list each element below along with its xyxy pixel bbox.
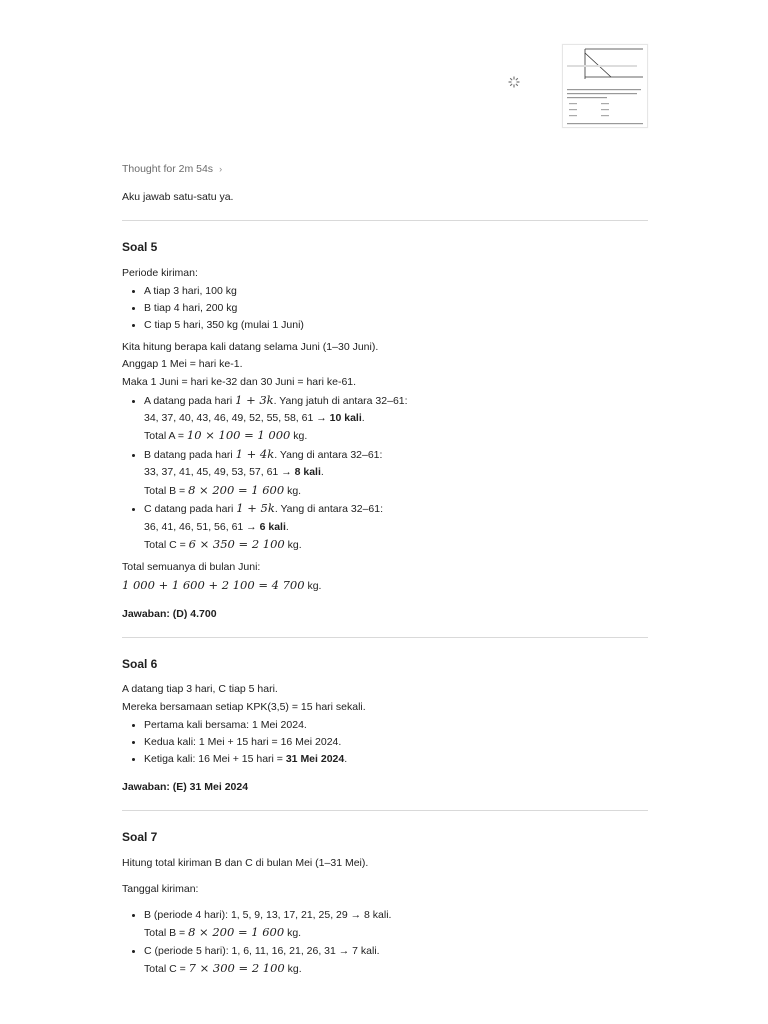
soal-5-periode-list bbox=[122, 284, 648, 333]
math-expression: 10 × 100 = 1 000 bbox=[186, 428, 291, 443]
list-item-c: • C (periode 5 hari): 1, 6, 11, 16, 21, 26, 31 → 7 kali. Total C = 7 × 300 = 2 100 kg. bbox=[144, 944, 648, 977]
soal-6-line-1: A datang tiap 3 hari, C tiap 5 hari. bbox=[122, 683, 278, 696]
soal-7-line-1: Hitung total kiriman B dan C di bulan Mei (1–31 Mei). bbox=[122, 856, 369, 869]
soal-5-calc-list bbox=[122, 393, 648, 553]
list-item: • B tiap 4 hari, 200 kg bbox=[144, 301, 648, 315]
soal-6-title: Soal 6 bbox=[122, 657, 158, 672]
chevron-right-icon: › bbox=[219, 164, 223, 175]
soal-7-title: Soal 7 bbox=[122, 830, 158, 845]
list-item-b: • B (periode 4 hari): 1, 5, 9, 13, 17, 21, 25, 29 → 8 kali. Total B = 8 × 200 = 1 600 kg. bbox=[144, 908, 648, 941]
soal-5-answer: Jawaban: (D) 4.700 bbox=[122, 608, 217, 621]
assistant-response bbox=[122, 162, 648, 982]
math-expression: 6 × 350 = 2 100 bbox=[188, 536, 285, 551]
soal-6-answer: Jawaban: (E) 31 Mei 2024 bbox=[122, 781, 249, 794]
soal-5-total-label: Total semuanya di bulan Juni: bbox=[122, 561, 261, 574]
math-expression: 8 × 200 = 1 600 bbox=[188, 482, 285, 497]
soal-7-list bbox=[122, 908, 648, 976]
list-item-c: • C datang pada hari 1 + 5k. Yang di antara 32–61: 36, 41, 46, 51, 56, 61 → 6 kali. Total C = 6 × 350 = 2 100 kg. bbox=[144, 501, 648, 552]
soal-5-periode-label: Periode kiriman: bbox=[122, 266, 198, 279]
soal-6-list bbox=[122, 718, 648, 767]
list-item: • Pertama kali bersama: 1 Mei 2024. bbox=[144, 718, 648, 732]
list-item-b: • B datang pada hari 1 + 4k. Yang di antara 32–61: 33, 37, 41, 45, 49, 53, 57, 61 → 8 kali. Total B = 8 × 200 = 1 600 kg. bbox=[144, 447, 648, 498]
soal-5-line-3: Maka 1 Juni = hari ke-32 dan 30 Juni = hari ke-61. bbox=[122, 375, 357, 388]
soal-5-line-2: Anggap 1 Mei = hari ke-1. bbox=[122, 358, 243, 371]
intro-text: Aku jawab satu-satu ya. bbox=[122, 191, 234, 204]
soal-5-total: 1 000 + 1 600 + 2 100 = 4 700 kg. bbox=[122, 577, 322, 592]
loading-spinner-icon bbox=[508, 76, 520, 88]
math-expression: 1 + 4k bbox=[235, 446, 275, 461]
list-item: • Kedua kali: 1 Mei + 15 hari = 16 Mei 2024. bbox=[144, 735, 648, 749]
divider bbox=[122, 637, 648, 638]
divider bbox=[122, 220, 648, 221]
soal-6-line-2: Mereka bersamaan setiap KPK(3,5) = 15 hari sekali. bbox=[122, 700, 366, 713]
soal-5-section bbox=[122, 239, 648, 621]
list-item: • Ketiga kali: 16 Mei + 15 hari = 31 Mei 2024. bbox=[144, 752, 648, 766]
thought-toggle[interactable] bbox=[122, 162, 648, 176]
math-expression: 1 + 3k bbox=[235, 392, 274, 407]
math-expression: 8 × 200 = 1 600 bbox=[188, 925, 285, 940]
thought-label: Thought for 2m 54s bbox=[122, 163, 214, 175]
diagram-sketch bbox=[563, 45, 647, 127]
soal-6-section bbox=[122, 656, 648, 794]
soal-7-section bbox=[122, 829, 648, 976]
soal-5-line-1: Kita hitung berapa kali datang selama Juni (1–30 Juni). bbox=[122, 341, 379, 354]
divider bbox=[122, 810, 648, 811]
math-expression: 7 × 300 = 2 100 bbox=[188, 960, 285, 975]
math-expression: 1 000 + 1 600 + 2 100 = 4 700 bbox=[122, 577, 305, 592]
list-item: • C tiap 5 hari, 350 kg (mulai 1 Juni) bbox=[144, 318, 648, 332]
list-item: • A tiap 3 hari, 100 kg bbox=[144, 284, 648, 298]
soal-5-title: Soal 5 bbox=[122, 240, 158, 255]
attached-image-thumbnail[interactable] bbox=[562, 44, 648, 128]
soal-7-line-2: Tanggal kiriman: bbox=[122, 882, 199, 895]
math-expression: 1 + 5k bbox=[236, 501, 275, 516]
list-item-a: • A datang pada hari 1 + 3k. Yang jatuh di antara 32–61: 34, 37, 40, 43, 46, 49, 52, 55, 58, 61 → 10 kali. Total A = 10 × 100 = 1 000 kg. bbox=[144, 393, 648, 444]
